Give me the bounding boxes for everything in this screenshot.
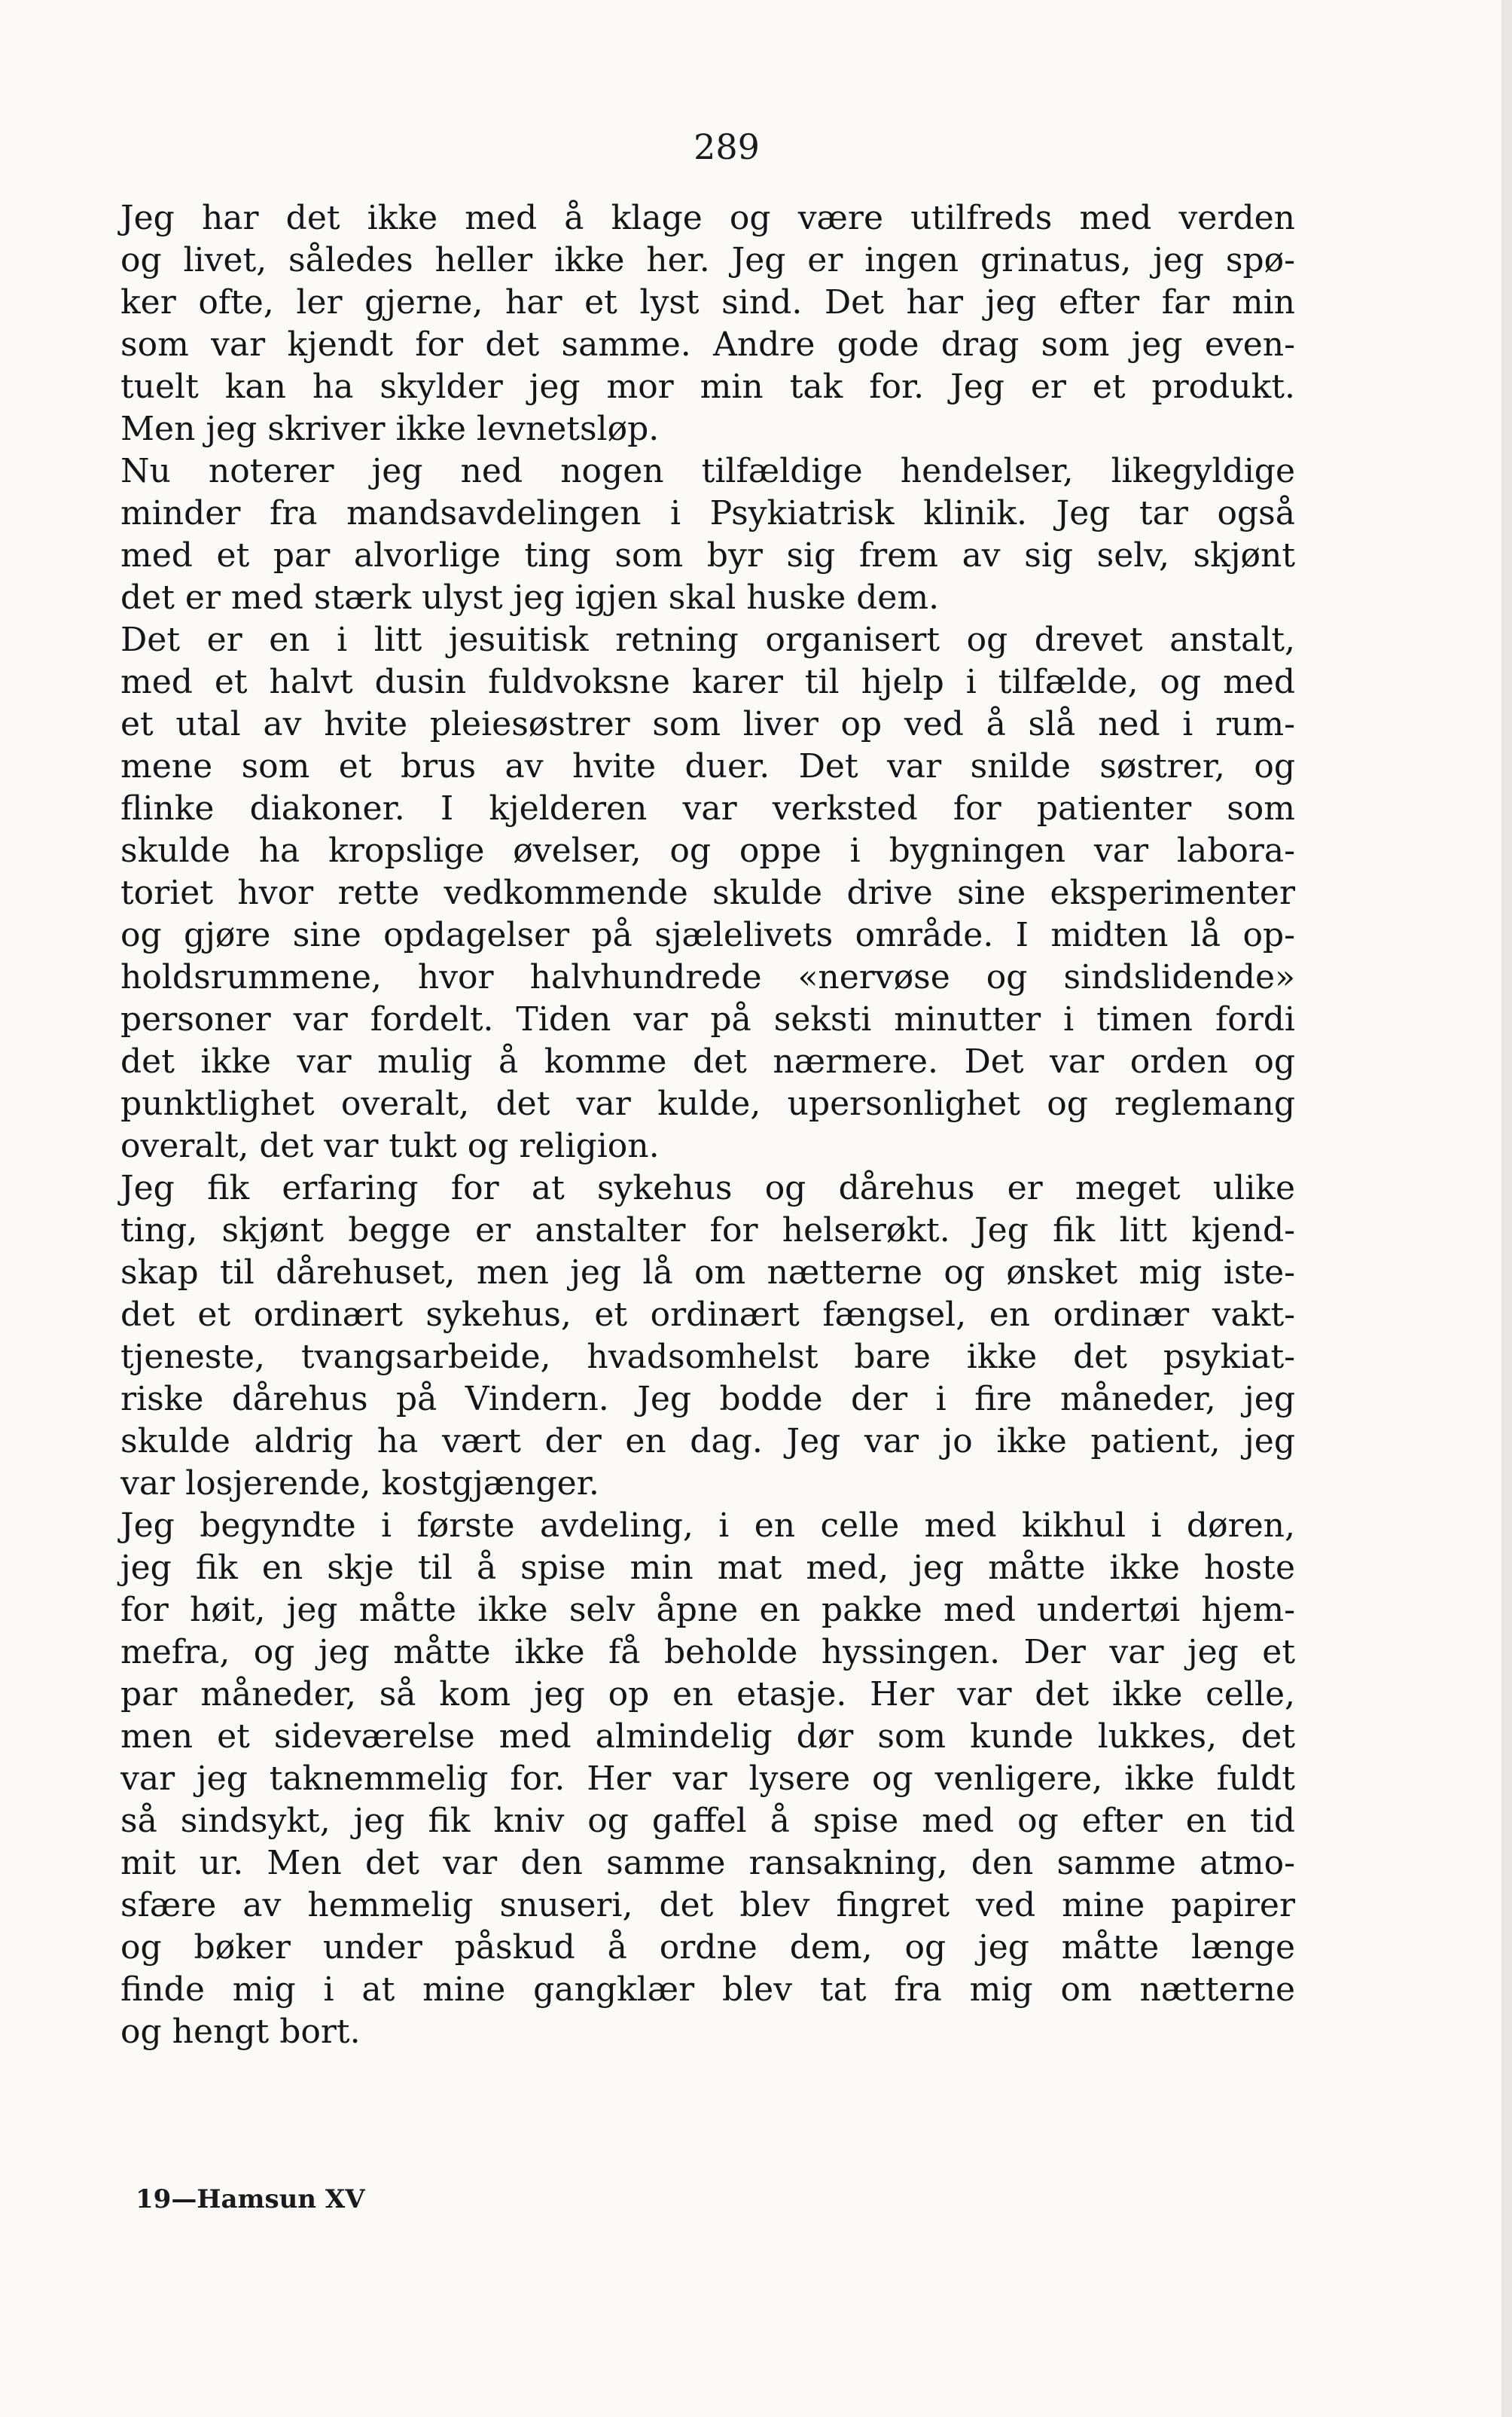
text-line: flinke diakoner. I kjelderen var verksted for patienter som bbox=[120, 789, 1295, 828]
text-line: punktlighet overalt, det var kulde, upersonlighet og reglemang bbox=[120, 1085, 1295, 1123]
text-line: skulde ha kropslige øvelser, og oppe i bygningen var labora- bbox=[120, 832, 1295, 870]
text-line: tjeneste, tvangsarbeide, hvadsomhelst bare ikke det psykiat- bbox=[120, 1338, 1295, 1376]
signature-mark: 19—Hamsun XV bbox=[136, 2184, 365, 2214]
text-line: og gjøre sine opdagelser på sjælelivets område. I midten lå op- bbox=[120, 916, 1295, 954]
text-line: og bøker under påskud å ordne dem, og jeg måtte længe bbox=[120, 1928, 1295, 1967]
text-line: Jeg har det ikke med å klage og være utilfreds med verden bbox=[120, 199, 1295, 237]
text-line: jeg fik en skje til å spise min mat med, jeg måtte ikke hoste bbox=[120, 1549, 1295, 1587]
text-line: mit ur. Men det var den samme ransakning, den samme atmo- bbox=[120, 1844, 1295, 1882]
text-line: overalt, det var tukt og religion. bbox=[120, 1127, 660, 1165]
text-line: personer var fordelt. Tiden var på seksti minutter i timen fordi bbox=[120, 1000, 1295, 1039]
page-edge bbox=[1501, 0, 1512, 2417]
text-line: ker ofte, ler gjerne, har et lyst sind. Det har jeg efter far min bbox=[120, 283, 1295, 322]
text-line: det er med stærk ulyst jeg igjen skal huske dem. bbox=[120, 578, 940, 617]
text-line: Det er en i litt jesuitisk retning organisert og drevet anstalt, bbox=[120, 621, 1295, 659]
text-line: par måneder, så kom jeg op en etasje. Her var det ikke celle, bbox=[120, 1675, 1295, 1714]
text-line: Jeg begyndte i første avdeling, i en celle med kikhul i døren, bbox=[120, 1506, 1295, 1545]
text-line: mefra, og jeg måtte ikke få beholde hyssingen. Der var jeg et bbox=[120, 1633, 1295, 1671]
text-line: riske dårehus på Vindern. Jeg bodde der i fire måneder, jeg bbox=[120, 1380, 1295, 1418]
text-line: det et ordinært sykehus, et ordinært fængsel, en ordinær vakt- bbox=[120, 1295, 1295, 1334]
text-line: holdsrummene, hvor halvhundrede «nervøse og sindslidende» bbox=[120, 958, 1295, 996]
text-line: var losjerende, kostgjænger. bbox=[120, 1464, 599, 1503]
text-line: og livet, således heller ikke her. Jeg er ingen grinatus, jeg spø- bbox=[120, 241, 1295, 279]
text-line: det ikke var mulig å komme det nærmere. Det var orden og bbox=[120, 1042, 1295, 1081]
text-line: og hengt bort. bbox=[120, 2013, 361, 2051]
text-line: for høit, jeg måtte ikke selv åpne en pakke med undertøi hjem- bbox=[120, 1591, 1295, 1629]
text-line: et utal av hvite pleiesøstrer som liver op ved å slå ned i rum- bbox=[120, 705, 1295, 743]
text-line: men et sideværelse med almindelig dør som kunde lukkes, det bbox=[120, 1717, 1295, 1756]
text-line: Nu noterer jeg ned nogen tilfældige hendelser, likegyldige bbox=[120, 452, 1295, 490]
text-line: toriet hvor rette vedkommende skulde drive sine eksperimenter bbox=[120, 874, 1295, 912]
text-line: minder fra mandsavdelingen i Psykiatrisk klinik. Jeg tar også bbox=[120, 494, 1295, 533]
text-line: Jeg fik erfaring for at sykehus og dårehus er meget ulike bbox=[120, 1169, 1295, 1207]
text-line: ting, skjønt begge er anstalter for helserøkt. Jeg fik litt kjend- bbox=[120, 1211, 1295, 1250]
text-line: finde mig i at mine gangklær blev tat fra mig om nætterne bbox=[120, 1970, 1295, 2009]
text-line: sfære av hemmelig snuseri, det blev fingret ved mine papirer bbox=[120, 1886, 1295, 1924]
text-line: med et par alvorlige ting som byr sig frem av sig selv, skjønt bbox=[120, 536, 1295, 575]
text-line: mene som et brus av hvite duer. Det var snilde søstrer, og bbox=[120, 747, 1295, 786]
text-line: så sindsykt, jeg fik kniv og gaffel å spise med og efter en tid bbox=[120, 1802, 1295, 1840]
text-line: tuelt kan ha skylder jeg mor min tak for. Jeg er et produkt. bbox=[120, 368, 1295, 406]
text-line: som var kjendt for det samme. Andre gode drag som jeg even- bbox=[120, 325, 1295, 364]
text-line: Men jeg skriver ikke levnetsløp. bbox=[120, 410, 660, 448]
text-line: var jeg taknemmelig for. Her var lysere og venligere, ikke fuldt bbox=[120, 1759, 1295, 1798]
text-line: med et halvt dusin fuldvoksne karer til hjelp i tilfælde, og med bbox=[120, 663, 1295, 701]
text-line: skulde aldrig ha vært der en dag. Jeg var jo ikke patient, jeg bbox=[120, 1422, 1295, 1460]
body-text bbox=[120, 197, 1295, 2053]
text-line: skap til dårehuset, men jeg lå om nætterne og ønsket mig iste- bbox=[120, 1253, 1295, 1292]
page-number: 289 bbox=[694, 127, 760, 167]
